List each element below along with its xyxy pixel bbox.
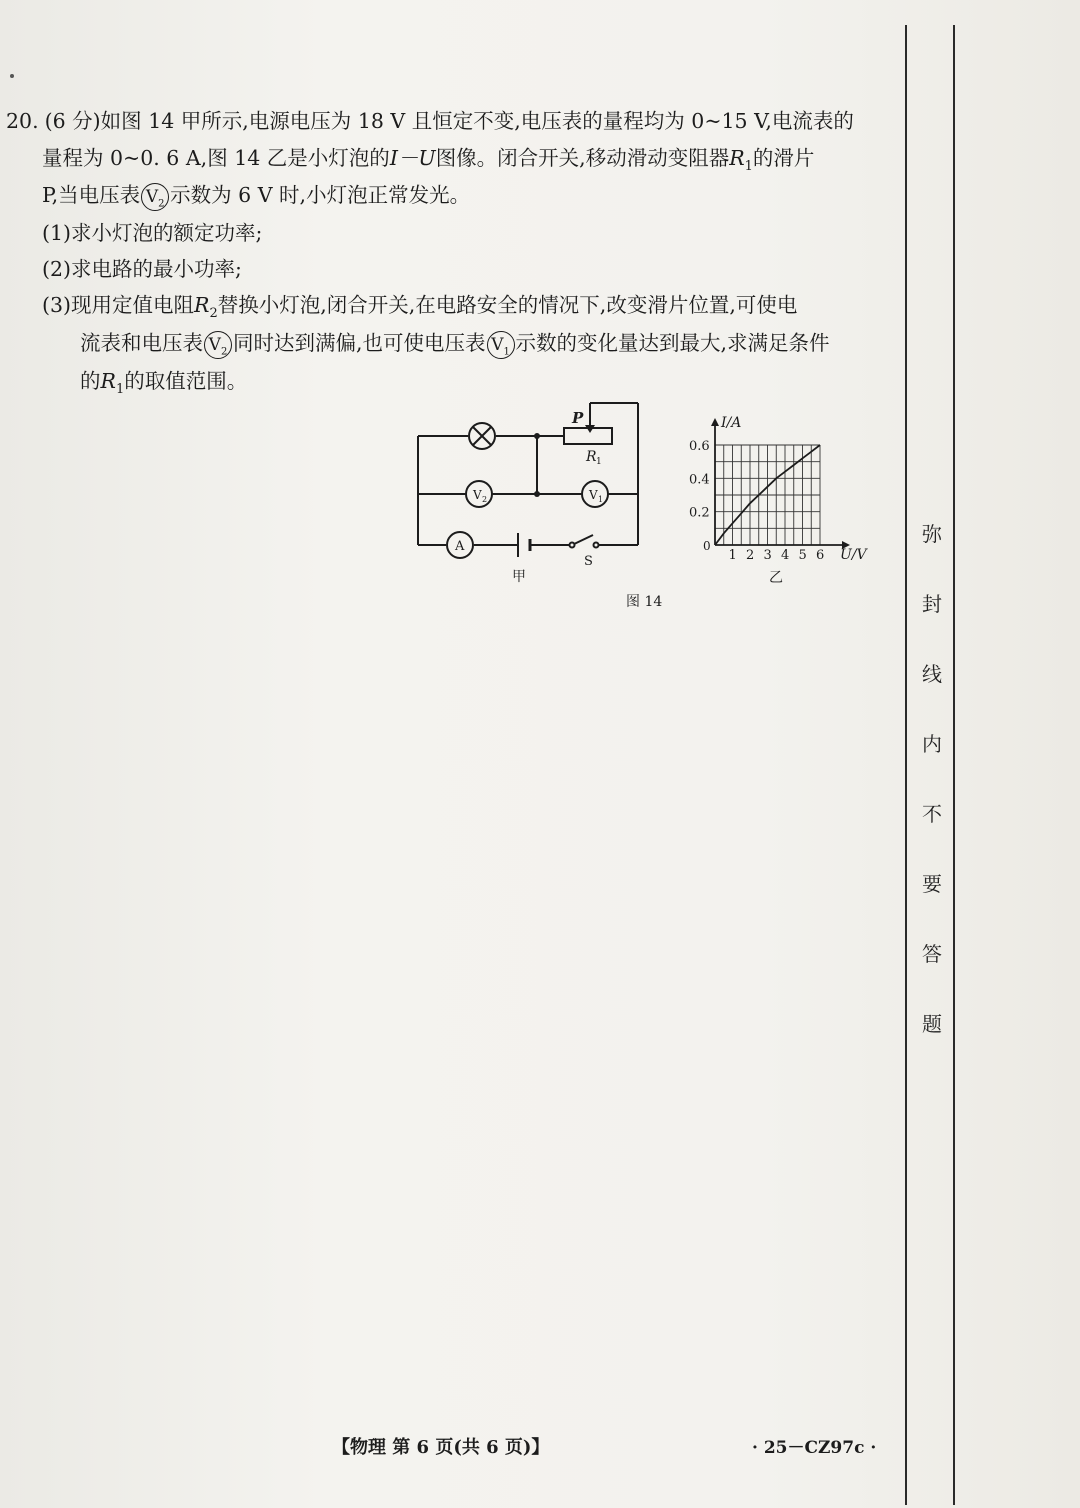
x-tick-label: 1: [728, 548, 737, 563]
x-tick-label: 5: [798, 548, 807, 563]
meter-letter: V: [491, 334, 504, 355]
seal-line-left: [905, 25, 907, 1505]
meter-sub: 2: [220, 345, 228, 357]
seal-line-right: [953, 25, 955, 1505]
part-2-text: (2)求电路的最小功率;: [42, 257, 242, 281]
voltmeter-v2-symbol: [204, 331, 232, 359]
seal-char: 题: [922, 1012, 942, 1036]
footer-code: · 25－CZ97c ·: [752, 1438, 877, 1458]
v1-letter: V: [589, 488, 598, 502]
seal-char: 不: [922, 802, 942, 826]
question-text: 替换小灯泡,闭合开关,在电路安全的情况下,改变滑片位置,可使电: [217, 293, 798, 317]
part-3-line-3: [80, 366, 247, 405]
question-text: P,当电压表: [42, 183, 141, 207]
meter-sub: 1: [503, 345, 510, 357]
question-points: (6 分): [44, 109, 101, 133]
chart-axes: [711, 418, 850, 549]
chart-origin-label: 0: [703, 539, 711, 553]
seal-char: 封: [922, 592, 942, 616]
switch-label: S: [584, 554, 593, 569]
question-number: 20.: [6, 109, 39, 133]
resistor-r1: [564, 428, 612, 444]
chart-x-label: U/V: [840, 547, 867, 563]
junction-dot: [534, 433, 540, 439]
iu-symbol: I－U: [389, 146, 436, 170]
question-text: 图像。闭合开关,移动滑动变阻器: [435, 146, 730, 170]
footer-page-info: 【物理 第 6 页(共 6 页)】: [332, 1437, 550, 1458]
y-tick-label: 0.2: [689, 505, 710, 521]
circuit-diagram: [418, 403, 638, 558]
figure-14: [400, 395, 880, 625]
chart-y-label: I/A: [721, 415, 742, 431]
iu-chart: [689, 415, 869, 586]
figure-14-svg: [400, 395, 880, 625]
y-axis-arrow: [711, 418, 719, 426]
seal-line-margin: [905, 25, 957, 1505]
question-text-line-1: 如图 14 甲所示,电源电压为 18 V 且恒定不变,电压表的量程均为 0~15 V,电流表的: [100, 109, 854, 133]
part-1-text: (1)求小灯泡的额定功率;: [42, 221, 263, 245]
switch-contact: [594, 543, 599, 548]
x-tick-label: 3: [763, 548, 772, 563]
voltmeter-v2-symbol: [141, 183, 169, 211]
meter-sub: 2: [158, 197, 165, 209]
r2-symbol: R: [194, 293, 210, 317]
v2-letter: V: [473, 488, 482, 502]
meter-letter: V: [145, 186, 159, 207]
r1-subscript: 1: [115, 382, 125, 398]
question-text: 的: [80, 369, 101, 393]
question-line-1: [6, 106, 854, 136]
question-text: 流表和电压表: [80, 331, 203, 355]
part-3-line-2: [80, 328, 830, 359]
seal-char: 内: [922, 732, 942, 756]
question-text: 的取值范围。: [124, 369, 248, 393]
x-tick-label: 4: [781, 548, 790, 563]
chart-grid: [715, 445, 820, 545]
slider-label: P: [572, 409, 584, 427]
part-1: [42, 218, 262, 248]
ammeter-letter: A: [455, 539, 465, 554]
question-text: 示数为 6 V 时,小灯泡正常发光。: [170, 183, 471, 207]
junction-dot: [534, 491, 540, 497]
resistor-sub: 1: [596, 457, 602, 467]
x-tick-label: 2: [746, 548, 755, 563]
r1-symbol: R: [100, 369, 116, 393]
resistor-label: R: [586, 449, 597, 465]
part-3-line-1: [42, 290, 797, 329]
part-2: [42, 254, 242, 284]
question-line-3: [42, 180, 470, 211]
circuit-caption: 甲: [512, 569, 526, 585]
question-text: 量程为 0~0. 6 A,图 14 乙是小灯泡的: [42, 146, 390, 170]
seal-char: 答: [922, 942, 942, 966]
seal-char: 要: [922, 872, 942, 896]
meter-letter: V: [208, 334, 221, 355]
question-text: 的滑片: [752, 146, 815, 170]
seal-char: 弥: [922, 522, 942, 546]
r2-subscript: 2: [209, 306, 218, 322]
v1-sub: 1: [598, 495, 604, 504]
x-tick-label: 6: [816, 548, 825, 563]
r1-symbol: R: [729, 146, 745, 170]
r1-subscript: 1: [744, 159, 753, 175]
voltmeter-v1-symbol: [487, 331, 515, 359]
seal-char: 线: [922, 662, 942, 686]
question-text: 同时达到满偏,也可使电压表: [233, 331, 486, 355]
question-line-2: [42, 143, 814, 182]
y-tick-label: 0.4: [689, 472, 710, 488]
question-text: 示数的变化量达到最大,求满足条件: [515, 331, 830, 355]
chart-caption: 乙: [769, 570, 783, 586]
v2-sub: 2: [482, 495, 488, 504]
switch-contact: [570, 543, 575, 548]
figure-caption: 图 14: [626, 594, 663, 610]
question-text: (3)现用定值电阻: [42, 293, 195, 317]
y-tick-label: 0.6: [689, 439, 710, 454]
scan-speck: [10, 74, 14, 78]
